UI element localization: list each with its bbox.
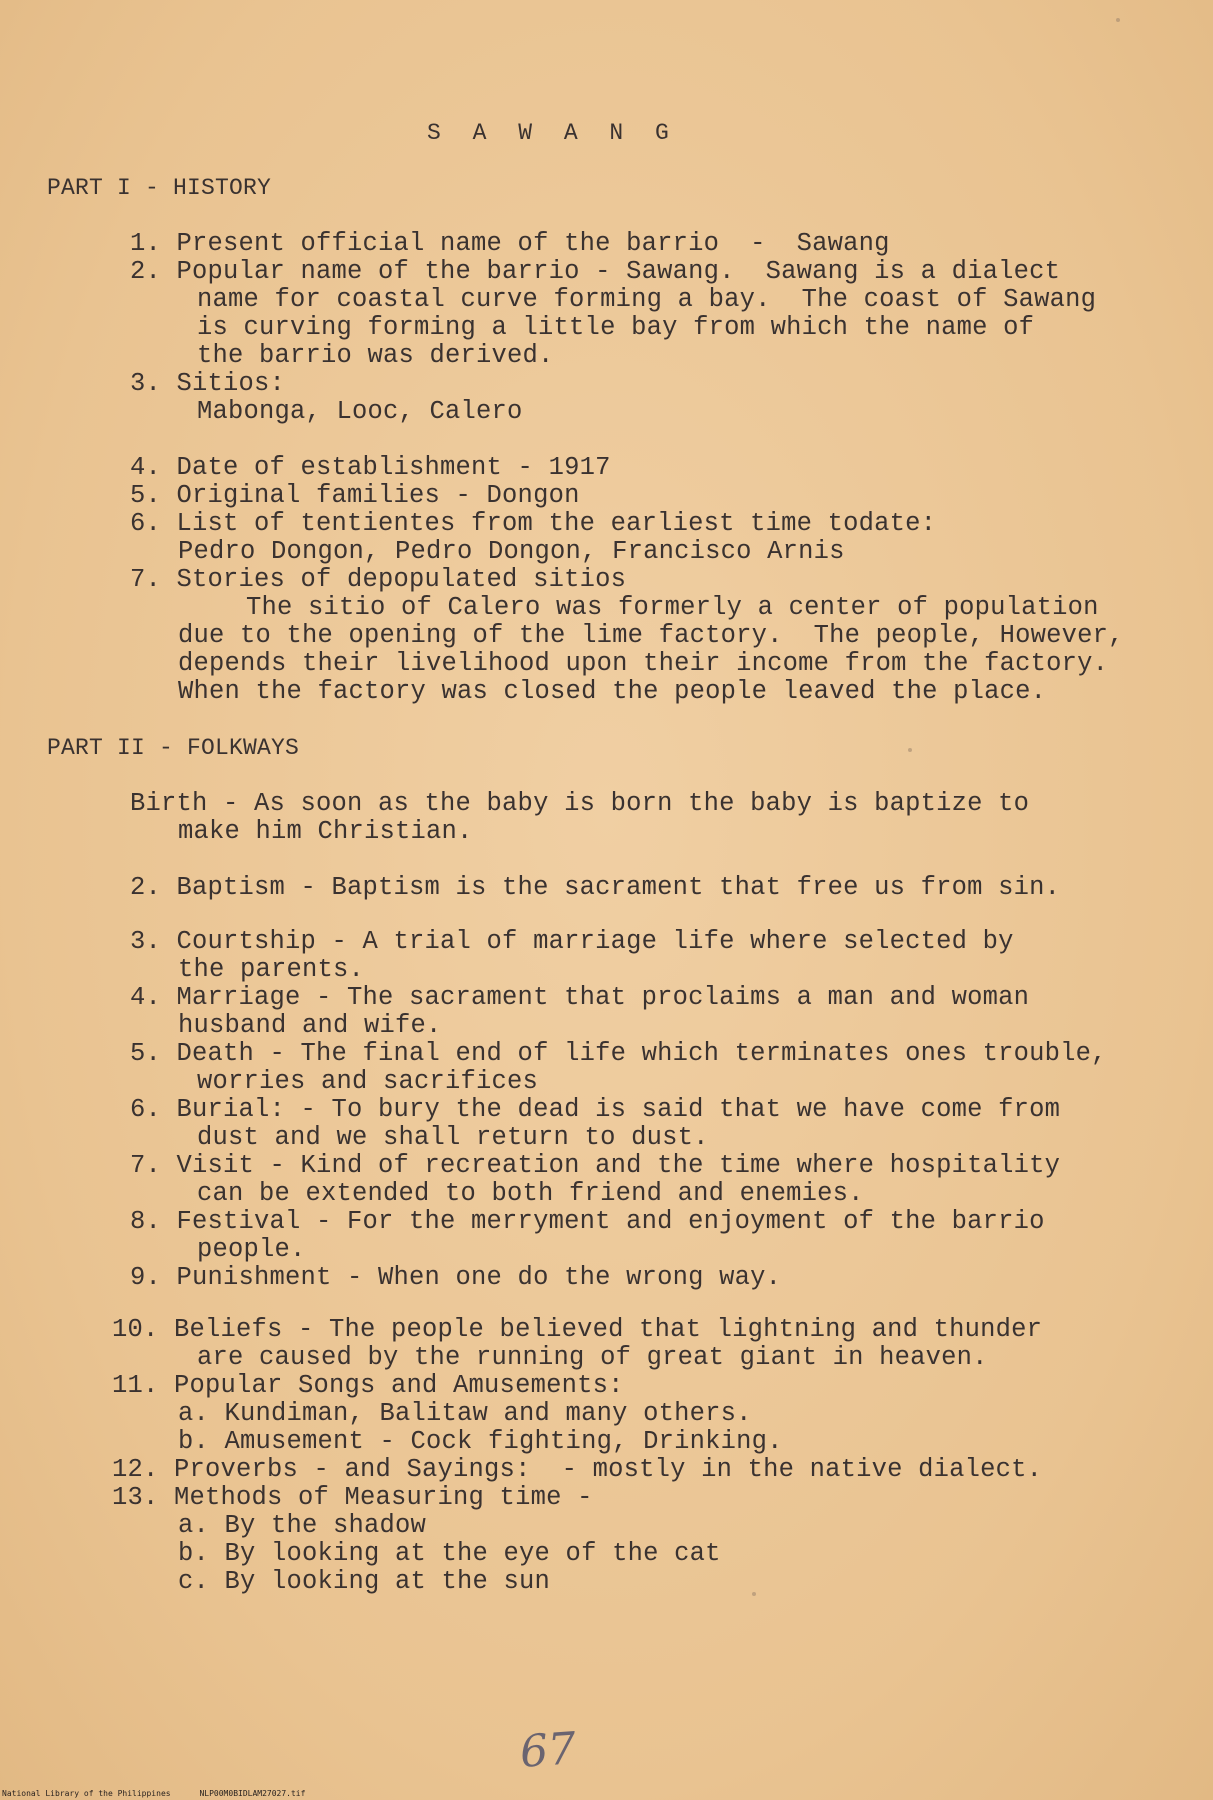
history-line: 4. Date of establishment - 1917 [130, 453, 611, 482]
document-title: S A W A N G [427, 120, 678, 146]
folkways-line: are caused by the running of great giant in heaven. [197, 1343, 988, 1372]
paper-speck [752, 1592, 756, 1596]
folkways-line: 6. Burial: - To bury the dead is said that we have come from [130, 1095, 1061, 1124]
history-line: name for coastal curve forming a bay. The coast of Sawang [197, 285, 1097, 314]
folkways-line: 12. Proverbs - and Sayings: - mostly in the native dialect. [112, 1455, 1043, 1484]
folkways-line: 11. Popular Songs and Amusements: [112, 1371, 624, 1400]
history-line: 3. Sitios: [130, 369, 286, 398]
history-line: depends their livelihood upon their income from the factory. [178, 649, 1109, 678]
folkways-line: people. [197, 1235, 306, 1264]
history-line: 1. Present official name of the barrio - Sawang [130, 229, 890, 258]
folkways-line: 10. Beliefs - The people believed that lightning and thunder [112, 1315, 1043, 1344]
history-line: Mabonga, Looc, Calero [197, 397, 523, 426]
folkways-line: 13. Methods of Measuring time - [112, 1483, 593, 1512]
paper-speck [1116, 18, 1120, 22]
history-line: 6. List of tentientes from the earliest time todate: [130, 509, 937, 538]
history-line: 2. Popular name of the barrio - Sawang. Sawang is a dialect [130, 257, 1061, 286]
folkways-line: husband and wife. [178, 1011, 442, 1040]
folkways-line: 5. Death - The final end of life which terminates ones trouble, [130, 1039, 1107, 1068]
folkways-line: the parents. [178, 955, 365, 984]
history-line: the barrio was derived. [197, 341, 554, 370]
folkways-line: worries and sacrifices [197, 1067, 539, 1096]
history-line: The sitio of Calero was formerly a center of population [246, 593, 1099, 622]
history-line: 5. Original families - Dongon [130, 481, 580, 510]
folkways-line: 8. Festival - For the merryment and enjoyment of the barrio [130, 1207, 1045, 1236]
history-line: Pedro Dongon, Pedro Dongon, Francisco Arnis [178, 537, 845, 566]
folkways-line: b. By looking at the eye of the cat [178, 1539, 721, 1568]
folkways-line: make him Christian. [178, 817, 473, 846]
history-line: When the factory was closed the people leaved the place. [178, 677, 1047, 706]
history-line: is curving forming a little bay from which the name of [197, 313, 1035, 342]
folkways-line: 7. Visit - Kind of recreation and the time where hospitality [130, 1151, 1061, 1180]
history-line: 7. Stories of depopulated sitios [130, 565, 627, 594]
handwritten-page-number: 67 [518, 1723, 578, 1778]
folkways-line: 2. Baptism - Baptism is the sacrament that free us from sin. [130, 873, 1061, 902]
part1-heading: PART I - HISTORY [47, 175, 272, 201]
history-line: due to the opening of the lime factory. The people, However, [178, 621, 1124, 650]
folkways-line: dust and we shall return to dust. [197, 1123, 709, 1152]
folkways-line: a. Kundiman, Balitaw and many others. [178, 1399, 752, 1428]
folkways-line: a. By the shadow [178, 1511, 427, 1540]
folkways-line: Birth - As soon as the baby is born the baby is baptize to [130, 789, 1030, 818]
scan-footer: National Library of the Philippines NLP00M0BIDLAM27027.tif [2, 1789, 306, 1798]
folkways-line: 4. Marriage - The sacrament that proclaims a man and woman [130, 983, 1030, 1012]
folkways-line: 9. Punishment - When one do the wrong way. [130, 1263, 782, 1292]
folkways-line: 3. Courtship - A trial of marriage life where selected by [130, 927, 1014, 956]
folkways-line: b. Amusement - Cock fighting, Drinking. [178, 1427, 783, 1456]
paper-speck [908, 748, 912, 752]
folkways-line: can be extended to both friend and enemies. [197, 1179, 864, 1208]
part2-heading: PART II - FOLKWAYS [47, 735, 300, 761]
folkways-line: c. By looking at the sun [178, 1567, 551, 1596]
